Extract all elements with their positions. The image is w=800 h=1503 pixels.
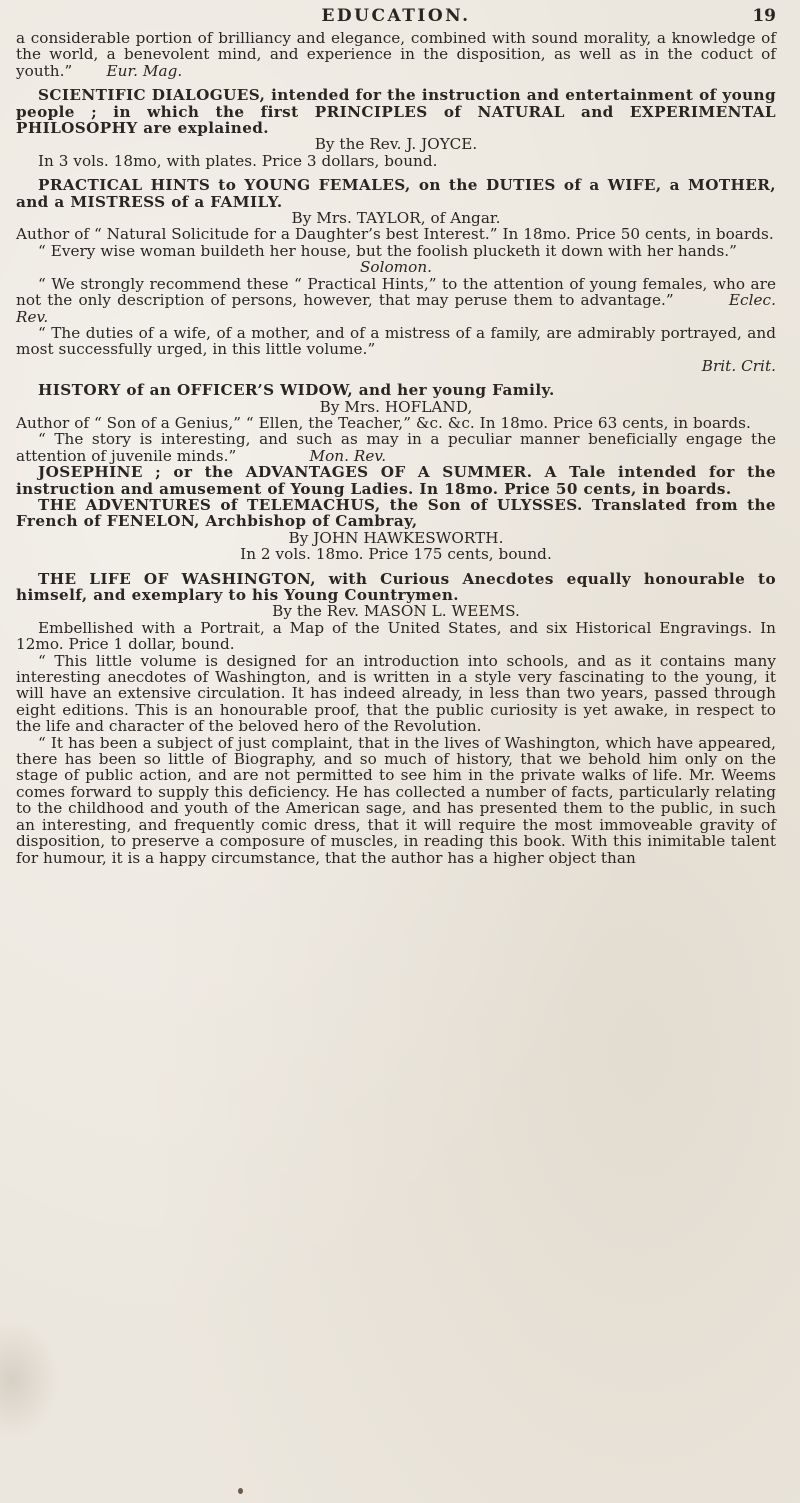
review-source: Eclec. Rev. xyxy=(16,291,776,326)
quote-source-text: Solomon. xyxy=(359,258,433,277)
entry-title: HISTORY of an OFFICER’S WIDOW, and her young Family. xyxy=(38,381,555,400)
entry-title: PRACTICAL HINTS to YOUNG FEMALES, on the DUTIES of a WIFE, a MOTHER, and a MISTRESS of a FAMILY. xyxy=(16,176,776,211)
entry-scientific-dialogues xyxy=(16,87,776,136)
entry-details: Embellished with a Portrait, a Map of the United States, and six Historical Engravings. In 12mo. Price 1 dollar, bound. xyxy=(16,618,776,654)
continued-paragraph xyxy=(16,30,776,79)
entry-title: JOSEPHINE ; or the ADVANTAGES OF A SUMMER. A Tale intended for the instruction and amusement of Young Ladies. In 18mo. Price 50 cents, in boards. xyxy=(16,463,776,498)
entry-life-of-washington xyxy=(16,571,776,604)
review-text: “ The duties of a wife, of a mother, and of a mistress of a family, are admirably portrayed, and most successfully urged, in this little volume.” xyxy=(16,323,776,359)
running-header xyxy=(16,8,776,30)
entry-title: THE LIFE OF WASHINGTON, with Curious Anecdotes equally honourable to himself, and exemplary to his Young Countrymen. xyxy=(16,569,776,604)
page-content xyxy=(16,8,776,866)
running-title: EDUCATION. xyxy=(321,6,471,26)
entry-quote xyxy=(16,243,776,259)
entry-officers-widow xyxy=(16,382,776,398)
entry-price: In 2 vols. 18mo. Price 175 cents, bound. xyxy=(240,545,552,564)
entry-review: “ This little volume is designed for an introduction into schools, and as it contains many interesting anecdotes of Washington, and is written in a style very fascinating to the young, it will have an extensive circulation. It has indeed already, in less than two years, passed through eight editions. This is an honourable proof, that the public curiosity is yet awake, in respect to the life and character of the beloved hero of the Revolution. xyxy=(16,651,776,736)
entry-byline: By JOHN HAWKESWORTH. xyxy=(288,528,504,547)
entry-price: In 3 vols. 18mo, with plates. Price 3 dollars, bound. xyxy=(38,151,438,170)
entry-review: “ It has been a subject of just complaint, that in the lives of Washington, which have appeared, there has been so little of Biography, and so much of history, that we behold him only on the stage of public action, and are not permitted to see him in the private walks of life. Mr. Weems comes forward to supply this deficiency. He has collected a number of facts, particularly relating to the childhood and youth of the American sage, and has presented them to the public, in such an interesting, and frequently comic dress, that it will require the most immoveable gravity of disposition, to preserve a composure of muscles, in reading this book. With this inimitable talent for humour, it is a happy circumstance, that the author has a higher object than xyxy=(16,733,776,867)
entry-review xyxy=(16,276,776,325)
entry-author-line: Author of “ Son of a Genius,” “ Ellen, the Teacher,” &c. &c. In 18mo. Price 63 cents, in boards. xyxy=(16,413,751,432)
entry-practical-hints xyxy=(16,177,776,210)
entry-title: SCIENTIFIC DIALOGUES, intended for the instruction and entertainment of young people ; in which the first PRINCIPLES of NATURAL and EXPERIMENTAL PHILOSOPHY are explained. xyxy=(16,86,776,138)
review-text: “ We strongly recommend these “ Practical Hints,” to the attention of young females, who are not the only description of persons, however, that may peruse them to advantage.” xyxy=(16,274,776,310)
entry-byline: By the Rev. MASON L. WEEMS. xyxy=(272,602,520,621)
quote-source xyxy=(16,259,776,275)
paper-stain xyxy=(0,1320,60,1440)
entry-review xyxy=(16,431,776,464)
entry-title: THE ADVENTURES of TELEMACHUS, the Son of ULYSSES. Translated from the French of FENELON, Archbishop of Cambray, xyxy=(16,495,776,531)
quote-text: “ Every wise woman buildeth her house, but the foolish plucketh it down with her hands.” xyxy=(38,241,737,260)
continued-text: a considerable portion of brilliancy and elegance, combined with sound morality, a knowledge of the world, a benevolent mind, and experience in the disposition, as well as in the coduct of youth.” xyxy=(16,29,776,80)
review-source: Brit. Crit. xyxy=(701,356,776,375)
ink-spot xyxy=(238,1488,243,1494)
entry-review xyxy=(16,325,776,358)
entry-byline: By Mrs. TAYLOR, of Angar. xyxy=(291,209,501,228)
review-text: “ The story is interesting, and such as may in a peculiar manner beneficially engage the attention of juvenile minds.” xyxy=(16,430,776,465)
review-source: Eur. Mag. xyxy=(106,61,183,80)
entry-author-line: Author of “ Natural Solicitude for a Daughter’s best Interest.” In 18mo. Price 50 cents, in boards. xyxy=(16,225,774,244)
page-number: 19 xyxy=(752,6,776,26)
entry-byline: By the Rev. J. JOYCE. xyxy=(314,135,478,154)
entry-telemachus xyxy=(16,497,776,530)
entry-josephine xyxy=(16,464,776,497)
review-source: Mon. Rev. xyxy=(309,446,387,465)
entry-byline: By Mrs. HOFLAND, xyxy=(319,397,473,416)
